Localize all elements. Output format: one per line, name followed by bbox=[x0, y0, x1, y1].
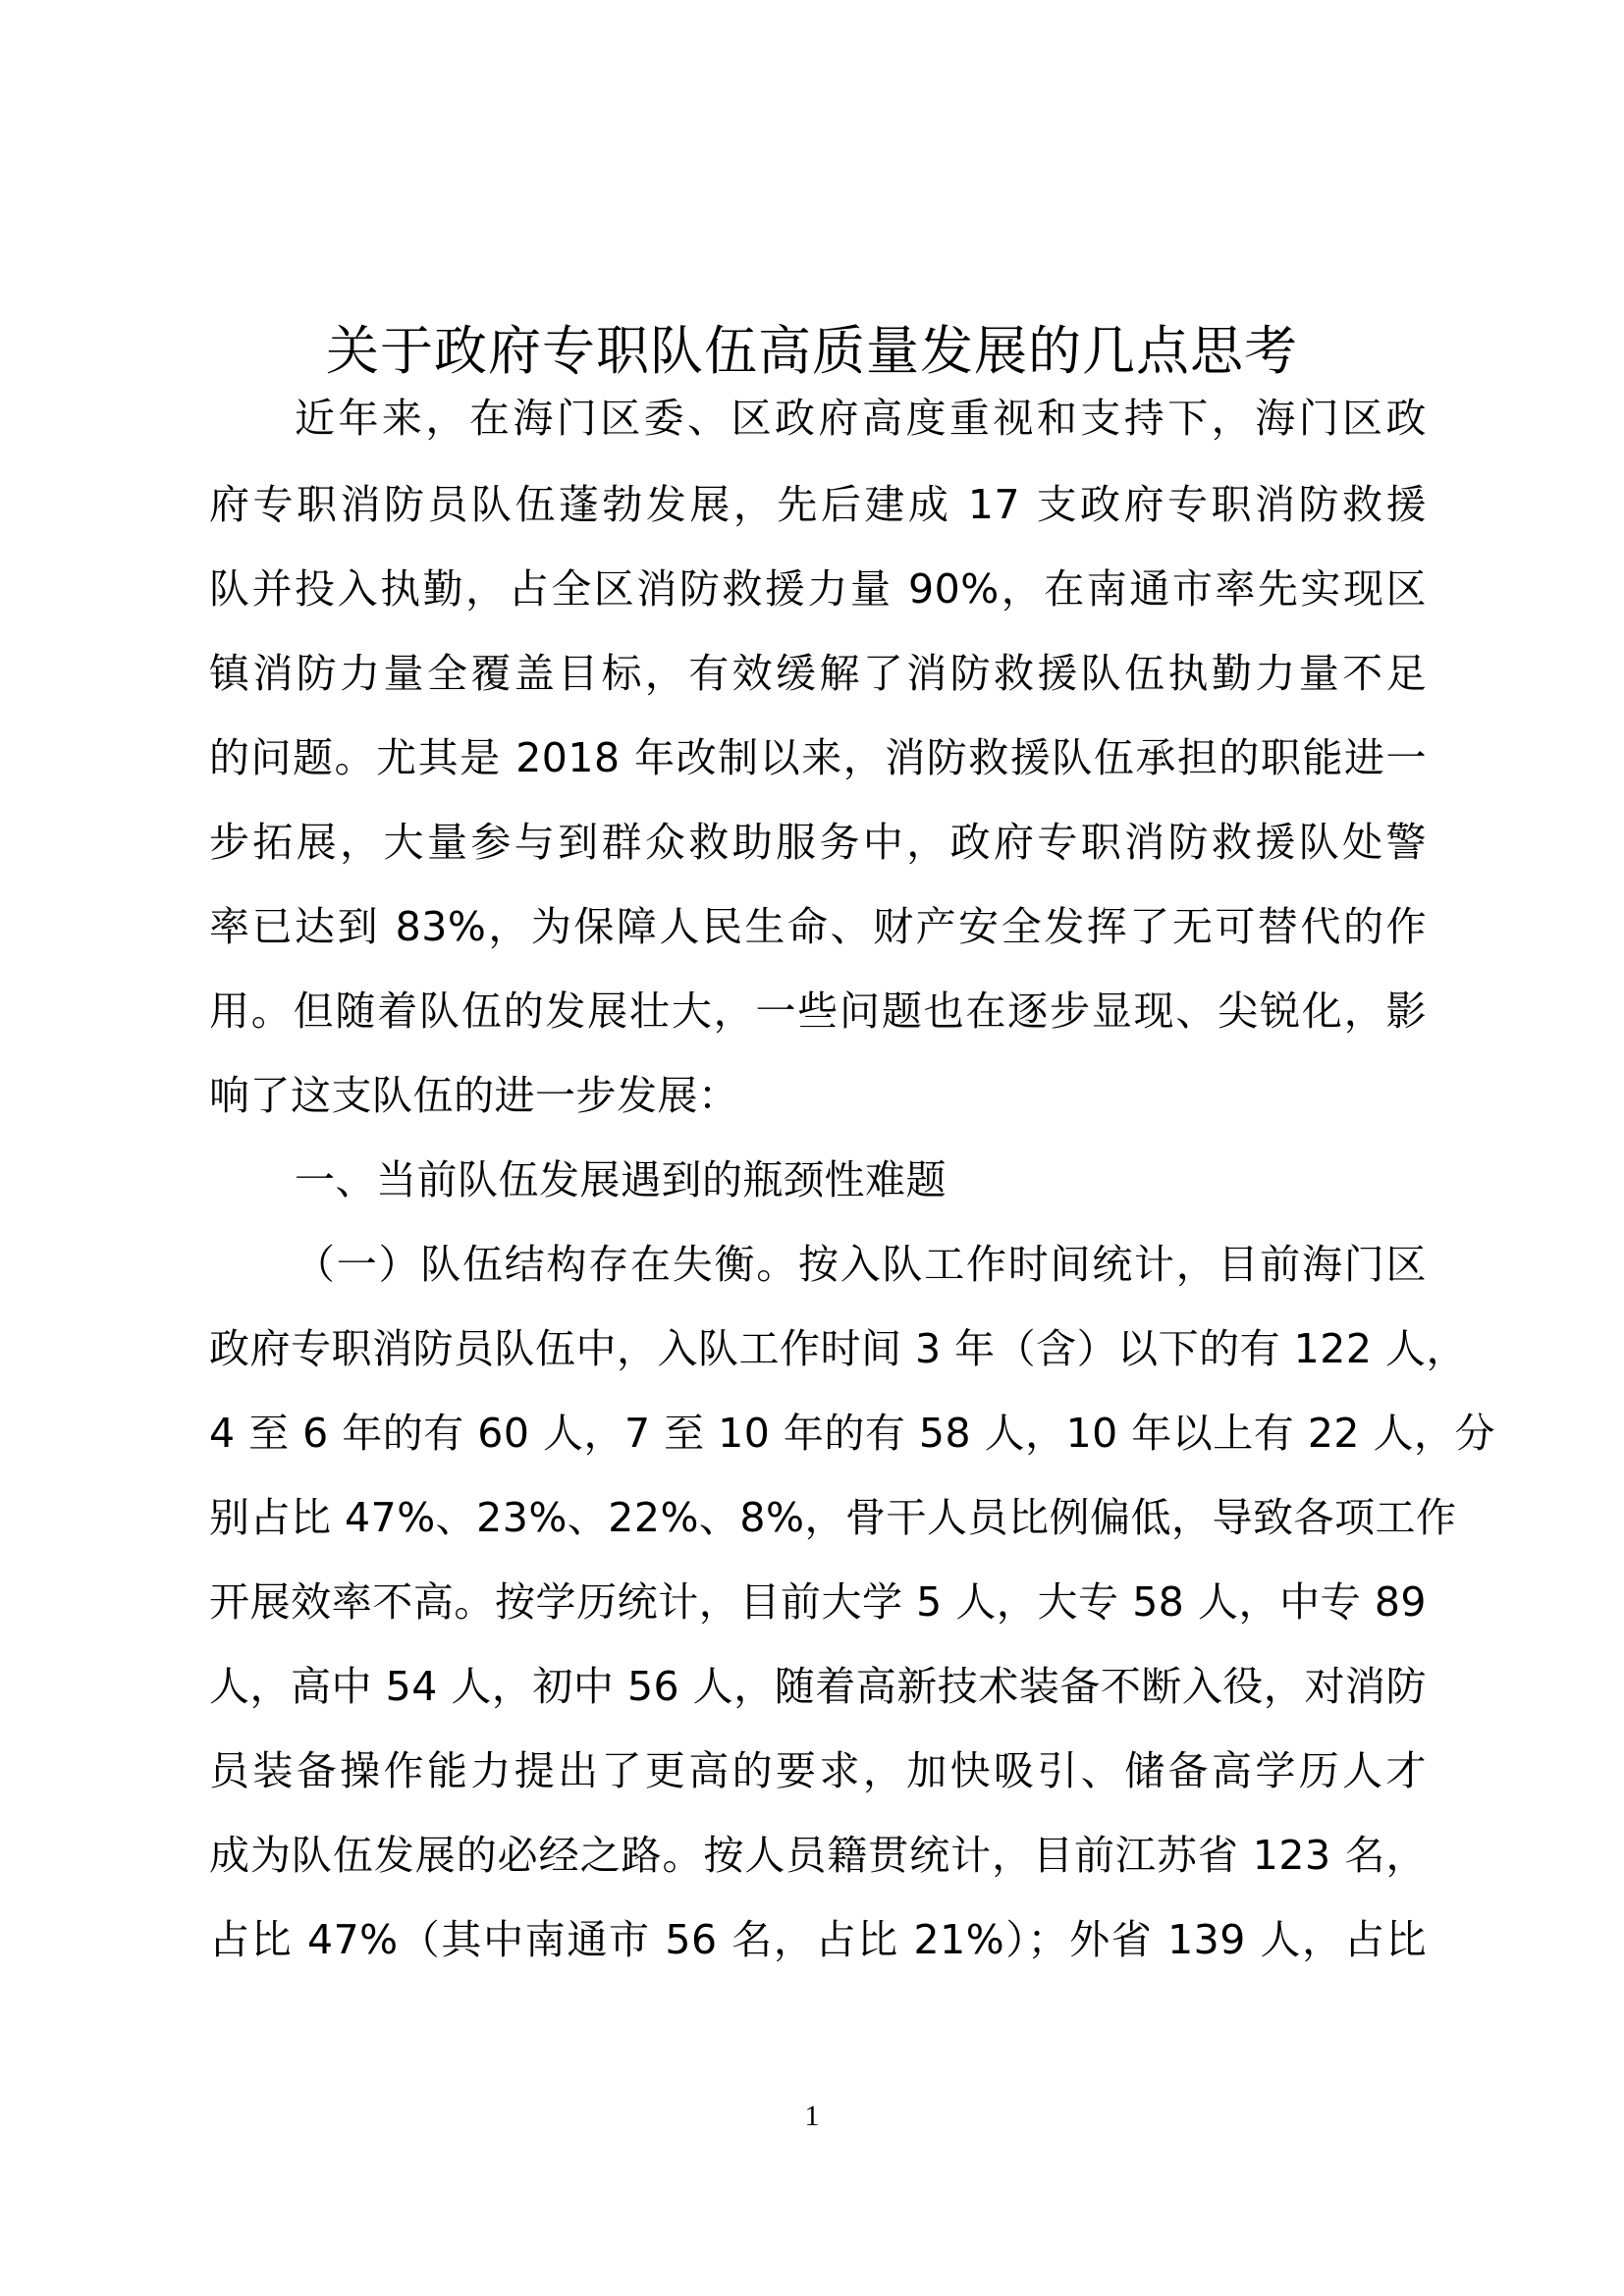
paragraph-line: 用。但随着队伍的发展壮大，一些问题也在逐步显现、尖锐化，影 bbox=[209, 988, 1427, 1035]
paragraph-line: 4 至 6 年的有 60 人，7 至 10 年的有 58 人，10 年以上有 22 人，分 bbox=[209, 1410, 1496, 1457]
paragraph-line: 府专职消防员队伍蓬勃发展，先后建成 17 支政府专职消防救援 bbox=[209, 481, 1427, 528]
paragraph-line: 人，高中 54 人，初中 56 人，随着高新技术装备不断入役，对消防 bbox=[209, 1663, 1427, 1710]
page-number: 1 bbox=[804, 2100, 820, 2132]
paragraph-line: 队并投入执勤，占全区消防救援力量 90%，在南通市率先实现区 bbox=[209, 565, 1427, 613]
paragraph-line: 的问题。尤其是 2018 年改制以来，消防救援队伍承担的职能进一 bbox=[209, 734, 1427, 781]
paragraph-line: 开展效率不高。按学历统计，目前大学 5 人，大专 58 人，中专 89 bbox=[209, 1578, 1427, 1626]
paragraph-line: 步拓展，大量参与到群众救助服务中，政府专职消防救援队处警 bbox=[209, 819, 1427, 866]
paragraph-line: 近年来，在海门区委、区政府高度重视和支持下，海门区政 bbox=[295, 395, 1427, 442]
paragraph-line: 员装备操作能力提出了更高的要求，加快吸引、储备高学历人才 bbox=[209, 1747, 1427, 1794]
paragraph-line: 政府专职消防员队伍中，入队工作时间 3 年（含）以下的有 122 人， bbox=[209, 1325, 1467, 1372]
paragraph-line: 镇消防力量全覆盖目标，有效缓解了消防救援队伍执勤力量不足 bbox=[209, 650, 1427, 697]
section-heading: 一、当前队伍发展遇到的瓶颈性难题 bbox=[295, 1156, 947, 1203]
paragraph-line: 率已达到 83%，为保障人民生命、财产安全发挥了无可替代的作 bbox=[209, 903, 1427, 950]
paragraph-line: 别占比 47%、23%、22%、8%，骨干人员比例偏低，导致各项工作 bbox=[209, 1494, 1457, 1541]
paragraph-line: 响了这支队伍的进一步发展： bbox=[209, 1072, 739, 1119]
paragraph-line: 成为队伍发展的必经之路。按人员籍贯统计，目前江苏省 123 名， bbox=[209, 1832, 1427, 1879]
paragraph-line: （一）队伍结构存在失衡。按入队工作时间统计，目前海门区 bbox=[295, 1241, 1427, 1288]
paragraph-line: 占比 47%（其中南通市 56 名，占比 21%）；外省 139 人，占比 bbox=[209, 1916, 1427, 1963]
document-title: 关于政府专职队伍高质量发展的几点思考 bbox=[326, 320, 1298, 382]
